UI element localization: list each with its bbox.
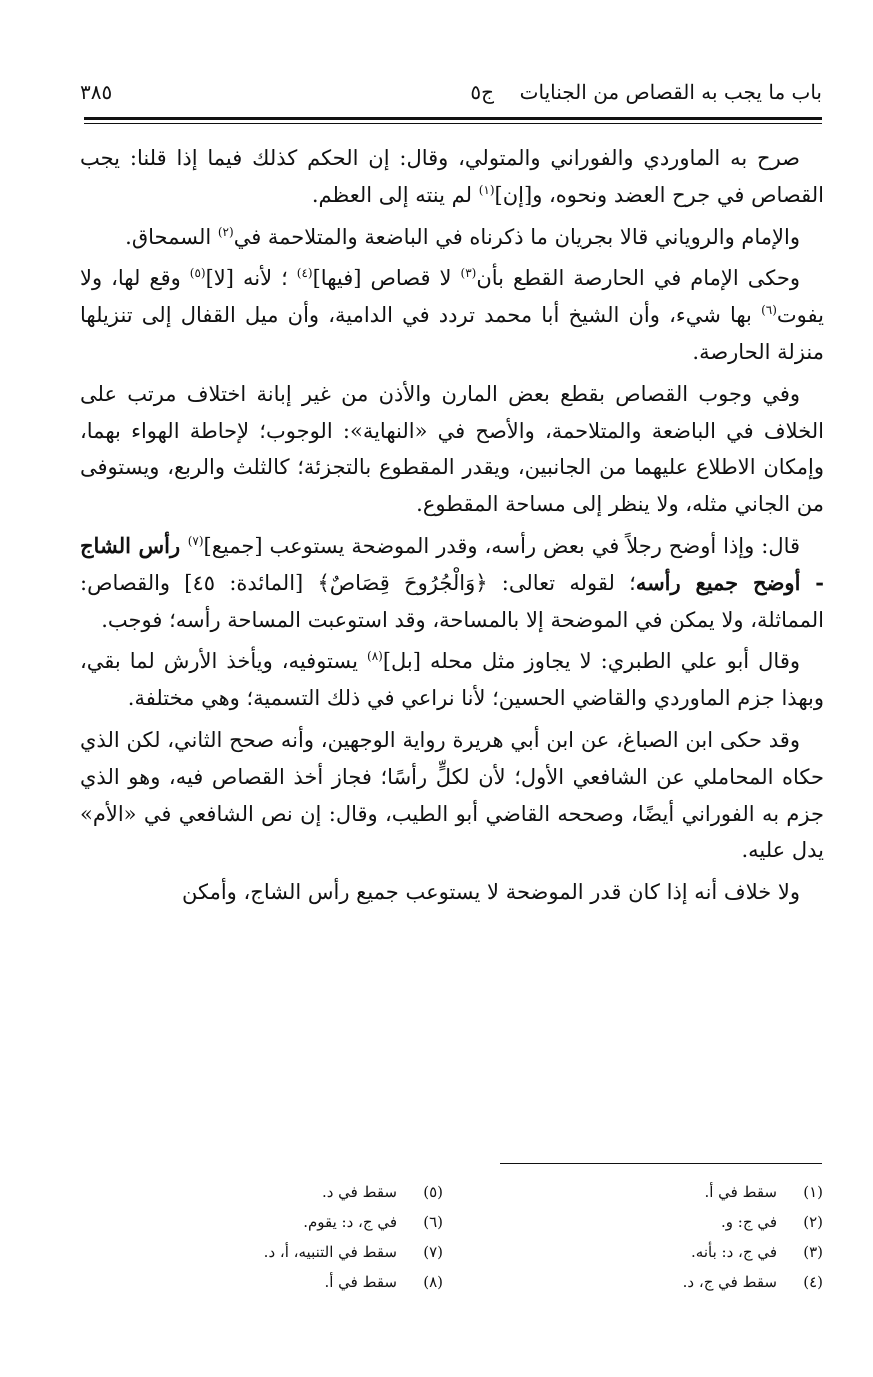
text-run: وفي وجوب القصاص بقطع بعض المارن والأذن من غير إبانة اختلاف مرتب على الخلاف في الباضعة والمتلاحمة، والأصح في «النهاية»: الوجوب؛ لإحاطة الهواء بهما، وإمكان الاطلاع عليهما من الجانبين، ويقدر المقطوع بالتجزئة؛ كالثلث والربع، ويستوفى من الجاني مثله، ولا ينظر إلى مساحة المقطوع. [80,381,824,517]
footnote [683,1267,823,1297]
text-run: لا قصاص [فيها] [312,266,461,291]
text-run: (٣) [803,1243,823,1261]
text-run: وقع لها، ولا يفوت [80,266,824,328]
text-run: في ج: و. [721,1213,777,1231]
footnote [264,1207,443,1237]
footnote-ref: (١) [478,182,495,197]
paragraph [80,376,824,523]
bold-text: رأس الشاج - أوضح جميع رأسه [80,532,824,595]
text-run: (٢) [803,1213,823,1231]
paragraph [80,643,824,717]
text-run: (٤) [803,1273,823,1291]
text-run: لم ينته إلى العظم. [311,182,479,207]
text-run: ولا خلاف أنه إذا كان قدر الموضحة لا يستوعب جميع رأس الشاج، وأمكن [182,880,800,905]
text-run: في ج، د: بأنه. [691,1243,777,1261]
footnote-ref: (٣) [460,266,477,281]
paragraph [80,722,824,869]
text-run: بها شيء، وأن الشيخ أبا محمد تردد في الدامية، وأن ميل القفال إلى تنزيلها منزلة الحارصة. [80,303,824,364]
main-text [80,140,824,916]
chapter-title: باب ما يجب به القصاص من الجنايات [519,80,822,104]
footnote-separator [500,1163,822,1164]
footnote-ref: (٦) [761,303,777,318]
text-run: سقط في أ. [704,1183,777,1201]
text-run: في ج، د: يقوم. [303,1213,397,1231]
paragraph [80,528,824,638]
text-run: (٧) [423,1243,443,1261]
text-run: سقط في ج، د. [682,1273,777,1291]
page-number: ٣٨٥ [80,80,113,104]
text-run: وحكى الإمام في الحارصة القطع بأن [476,266,800,291]
paragraph [80,874,824,911]
footnote-ref: (٨) [367,649,383,664]
text-run: سقط في التنبيه، أ، د. [263,1243,397,1261]
text-run: وقد حكى ابن الصباغ، عن ابن أبي هريرة رواية الوجهين، وأنه صحح الثاني، لكن الذي حكاه المحاملي عن الشافعي الأول؛ لأن لكلٍّ رأسًا؛ فجاز أخذ القصاص فيه، وهو الذي جزم به الفوراني أيضًا، وصححه القاضي أبو الطيب، وقال: إن نص الشافعي في «الأم» يدل عليه. [80,727,824,863]
text-run: (٦) [423,1213,443,1231]
paragraph [80,219,824,256]
footnote [264,1237,443,1267]
text-run: سقط في أ. [324,1273,397,1291]
footnote [683,1237,823,1267]
text-run: يستوفيه، ويأخذ الأرش لما بقي، وبهذا جزم الماوردي والقاضي الحسين؛ لأنا نراعي في ذلك التسمية؛ وهي مختلفة. [80,649,824,711]
running-header [80,80,822,116]
text-run: قال: وإذا أوضح رجلاً في بعض رأسه، وقدر الموضحة يستوعب [جميع] [203,533,801,558]
paragraph [80,140,824,214]
footnotes-column-left [264,1177,443,1297]
text-run: ؛ لأنه [لا] [205,266,297,291]
text-run: (٥) [423,1183,443,1201]
text-run: والإمام والروياني قالا بجريان ما ذكرناه في الباضعة والمتلاحمة في [233,224,800,249]
text-run: سقط في د. [321,1183,397,1201]
header-rule-thin [84,123,822,124]
text-run: صرح به الماوردي والفوراني والمتولي، وقال: إن الحكم كذلك فيما إذا قلنا: يجب القصاص في جرح العضد ونحوه، و[إن] [80,146,824,207]
paragraph [80,260,824,370]
text-run: (٨) [423,1273,443,1291]
text-run: وقال أبو علي الطبري: لا يجاوز مثل محله [بل] [382,649,801,674]
footnote [264,1267,443,1297]
footnote-ref: (٢) [217,224,234,239]
footnote-ref: (٥) [189,266,206,281]
footnote-ref: (٧) [187,533,204,548]
footnote [683,1177,823,1207]
text-run: السمحاق. [125,224,218,249]
text-run: ؛ لقوله تعالى: ﴿وَالْجُرُوحَ قِصَاصٌ﴾ [المائدة: ٤٥] والقصاص: المماثلة، ولا يمكن في الموضحة إلا بالمساحة، وقد استوعبت المساحة رأسه؛ فوجب. [80,570,824,632]
footnote [264,1177,443,1207]
footnote [683,1207,823,1237]
text-run: (١) [803,1183,823,1201]
header-rule-thick [84,117,822,120]
volume-number: ج٥ [470,80,494,104]
footnotes-column-right [683,1177,823,1297]
footnote-ref: (٤) [296,266,313,281]
